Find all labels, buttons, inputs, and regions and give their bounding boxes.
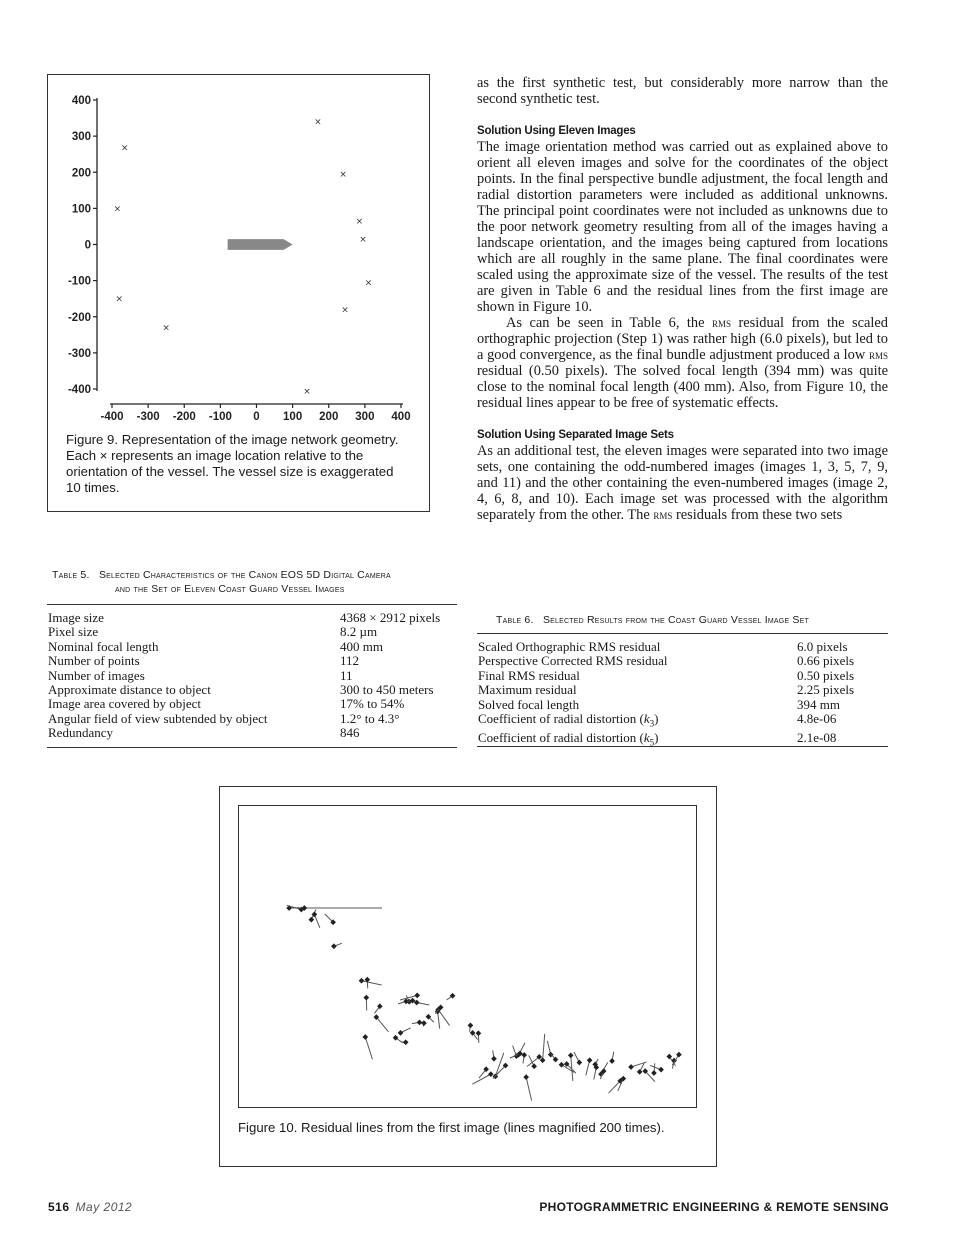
residual-line — [586, 1060, 590, 1075]
table-6-row-value: 0.66 pixels — [797, 653, 855, 669]
table-5-caption — [52, 569, 457, 595]
residual-point — [628, 1064, 634, 1070]
image-location-marker: × — [115, 294, 123, 305]
paragraph-3: As an additional test, the eleven images were separated into two image sets, one containing the odd-numbered images (images 1, 3, 5, 7, 9, and 11) and the other containing the even-numbered images (image 2, 4, 6, 8, and 10). Each image set was processed with the algorithm separately from the other. The rms residuals from these two sets — [477, 443, 888, 523]
table-5-row-value: 8.2 µm — [340, 624, 378, 640]
residual-line — [314, 914, 319, 927]
table-5-row-label: Image area covered by object — [48, 696, 202, 712]
table-5-row-value: 17% to 54% — [340, 696, 405, 712]
residual-point — [658, 1067, 664, 1073]
residual-point — [531, 1063, 537, 1069]
image-location-marker: × — [120, 143, 129, 154]
residual-point — [651, 1070, 657, 1076]
table-5-row-value: 4368 × 2912 pixels — [340, 610, 441, 625]
table-6-row-value: 2.25 pixels — [797, 682, 855, 698]
figure-10-chart — [239, 806, 695, 1106]
table-6-caption — [496, 614, 886, 626]
table-6-row-value: 4.8e-06 — [797, 711, 837, 727]
table-6-row-label: Solved focal length — [478, 696, 580, 712]
table-5-row-label: Angular field of view subtended by object — [48, 710, 268, 726]
table-6-row-value: 2.1e-08 — [797, 730, 837, 746]
residual-line — [493, 1066, 506, 1079]
table-5-row-value: 400 mm — [340, 638, 383, 654]
table-5-row-value: 300 to 450 meters — [340, 682, 434, 698]
x-tick-label: -400 — [100, 411, 124, 423]
table-6-row — [478, 698, 888, 712]
table-6-label: Table 6. — [496, 614, 534, 626]
table-5-row — [48, 625, 457, 639]
residual-point — [491, 1056, 497, 1062]
image-location-marker: × — [341, 305, 349, 316]
residual-point — [540, 1057, 546, 1063]
table-6-title: Selected Results from the Coast Guard Vessel Image Set — [542, 614, 809, 626]
x-tick-label: 300 — [355, 411, 375, 423]
figure-10-plot-frame — [238, 805, 697, 1108]
residual-point — [488, 1071, 494, 1077]
residual-line — [495, 1053, 503, 1077]
x-tick-label: -200 — [172, 411, 196, 423]
table-6-row — [478, 640, 888, 654]
figure-10 — [219, 786, 717, 1167]
image-location-marker: × — [314, 117, 322, 128]
x-tick-label: 400 — [391, 411, 411, 423]
residual-point — [363, 995, 369, 1001]
table-5-row — [48, 697, 457, 711]
residual-point — [523, 1074, 529, 1080]
table-6-row — [478, 712, 888, 731]
right-column-text — [477, 75, 888, 523]
residual-point — [637, 1069, 643, 1075]
residual-point — [308, 917, 314, 923]
paragraph-intro: as the first synthetic test, but considerably more narrow than the second synthetic test. — [477, 75, 888, 107]
table-6-row — [478, 669, 888, 683]
residual-point — [421, 1020, 427, 1026]
y-tick-label: 200 — [71, 167, 91, 180]
table-5-title-line2: and the Set of Eleven Coast Guard Vessel Images — [115, 583, 345, 595]
table-5-row-label: Nominal focal length — [48, 638, 159, 654]
residual-line — [438, 1012, 440, 1029]
table-6-bottom-rule — [477, 746, 888, 747]
x-tick-label: 200 — [319, 411, 339, 423]
residual-line — [609, 1081, 621, 1093]
y-tick-label: 400 — [71, 95, 91, 107]
table-5 — [48, 611, 457, 741]
x-tick-label: 100 — [283, 411, 303, 423]
paragraph-1: The image orientation method was carried out as explained above to orient all eleven images and solve for the coordinates of the object points. In the final perspective bundle adjustment, the focal length and radial distortion parameters were included as additional unknowns. The principal point coordinates were not included as unknowns due to the poor network geometry resulting from all of the images having a landscape orientation, and the images being captured from locations which are all roughly in the same plane. The final coordinates were scaled using the approximate size of the vessel. The results of the test are given in Table 6 and the residual lines from the first image are shown in Figure 10. — [477, 139, 888, 315]
residual-point — [568, 1053, 574, 1059]
residual-point — [587, 1057, 593, 1063]
y-tick-label: 300 — [71, 131, 91, 144]
table-6 — [478, 640, 888, 750]
residual-point — [359, 978, 365, 984]
residual-line — [543, 1034, 545, 1060]
image-location-marker: × — [303, 386, 311, 397]
table-5-row — [48, 669, 457, 683]
residual-line — [526, 1077, 531, 1101]
table-5-row-label: Number of images — [48, 667, 145, 683]
vessel-shape — [228, 239, 293, 250]
table-6-row-label: Scaled Orthographic RMS residual — [478, 639, 661, 654]
table-5-row-value: 1.2° to 4.3° — [340, 710, 400, 726]
table-5-row-value: 11 — [340, 667, 353, 683]
table-5-row — [48, 726, 457, 740]
image-location-marker: × — [364, 278, 373, 289]
table-5-row-value: 112 — [340, 653, 360, 669]
figure-10-caption: Figure 10. Residual lines from the first image (lines magnified 200 times). — [238, 1120, 665, 1135]
image-location-marker: × — [339, 170, 347, 181]
table-6-top-rule — [477, 633, 888, 634]
table-5-row-label: Pixel size — [48, 624, 99, 640]
residual-point — [468, 1023, 474, 1029]
table-5-row — [48, 712, 457, 726]
residual-point — [676, 1052, 682, 1058]
residual-line — [438, 1010, 449, 1026]
table-6-row-value: 394 mm — [797, 696, 840, 712]
residual-point — [476, 1030, 482, 1036]
residual-line — [361, 981, 381, 985]
table-5-top-rule — [47, 604, 457, 605]
figure-9-caption: Figure 9. Representation of the image network geometry. Each × represents an image location relative to the orientation of the vessel. The vessel size is exaggerated 10 times. — [66, 432, 399, 495]
x-tick-label: -300 — [136, 411, 160, 423]
table-6-row — [478, 731, 888, 750]
table-5-row-label: Image size — [48, 610, 104, 625]
y-tick-label: -300 — [67, 347, 91, 360]
residual-point — [559, 1062, 565, 1068]
table-6-row-label: Coefficient of radial distortion $(k_5)$ — [478, 730, 659, 748]
table-5-body — [48, 611, 457, 741]
table-5-row-label: Approximate distance to object — [48, 682, 211, 698]
y-tick-label: -400 — [67, 384, 91, 396]
table-6-row — [478, 683, 888, 697]
y-tick-label: -200 — [67, 311, 91, 324]
image-location-marker: × — [162, 323, 170, 334]
residual-point — [362, 1034, 368, 1040]
heading-eleven-images: Solution Using Eleven Images — [477, 125, 636, 137]
table-6-row-label: Coefficient of radial distortion $(k_3)$ — [478, 711, 659, 729]
table-6-row-label: Maximum residual — [478, 682, 577, 698]
issue-date: May 2012 — [75, 1200, 133, 1214]
page-number: 516 — [48, 1200, 70, 1214]
table-5-title-line1: Selected Characteristics of the Canon EOS 5D Digital Camera — [98, 569, 391, 581]
table-5-row — [48, 654, 457, 668]
residual-point — [666, 1054, 672, 1060]
residual-point — [414, 993, 420, 999]
footer-left — [48, 1200, 132, 1215]
x-tick-label: 0 — [253, 411, 260, 423]
residual-point — [609, 1058, 615, 1064]
figure-9 — [47, 74, 430, 512]
table-5-row-value: 846 — [340, 725, 360, 741]
residual-point — [577, 1060, 583, 1066]
journal-name: PHOTOGRAMMETRIC ENGINEERING & REMOTE SENSING — [539, 1200, 889, 1214]
table-5-bottom-rule — [47, 747, 457, 748]
table-6-row-label: Perspective Corrected RMS residual — [478, 653, 668, 669]
table-5-row-label: Number of points — [48, 653, 140, 669]
table-6-body — [478, 640, 888, 750]
table-5-row — [48, 640, 457, 654]
image-location-marker: × — [359, 235, 367, 246]
table-5-row — [48, 611, 457, 625]
residual-point — [403, 1039, 409, 1045]
table-6-row — [478, 654, 888, 668]
residual-point — [398, 1030, 404, 1036]
table-5-row — [48, 683, 457, 697]
paragraph-2: As can be seen in Table 6, the rms residual from the scaled orthographic projection (Step 1) was rather high (6.0 pixels), but led to a good convergence, as the final bundle adjustment produced a low rms residual (0.50 pixels). The solved focal length (394 mm) was quite close to the nominal focal length (400 mm). Also, from Figure 10, the residual lines appear to be free of systematic effects. — [477, 315, 888, 411]
y-tick-label: -100 — [67, 275, 91, 288]
heading-separated-sets: Solution Using Separated Image Sets — [477, 429, 674, 441]
image-location-marker: × — [355, 217, 364, 228]
x-tick-label: -100 — [208, 411, 232, 423]
residual-point — [417, 1020, 423, 1026]
table-6-row-value: 0.50 pixels — [797, 667, 855, 683]
table-6-row-label: Final RMS residual — [478, 667, 580, 683]
residual-line — [631, 1062, 647, 1067]
table-5-row-label: Redundancy — [48, 725, 113, 741]
y-tick-label: 100 — [71, 203, 91, 216]
residual-point — [331, 943, 337, 949]
table-6-row-value: 6.0 pixels — [797, 639, 848, 654]
table-5-label: Table 5. — [52, 569, 90, 581]
residual-line — [365, 1037, 372, 1059]
image-location-marker: × — [113, 204, 122, 215]
y-tick-label: 0 — [84, 239, 91, 252]
residual-line — [376, 1017, 388, 1032]
